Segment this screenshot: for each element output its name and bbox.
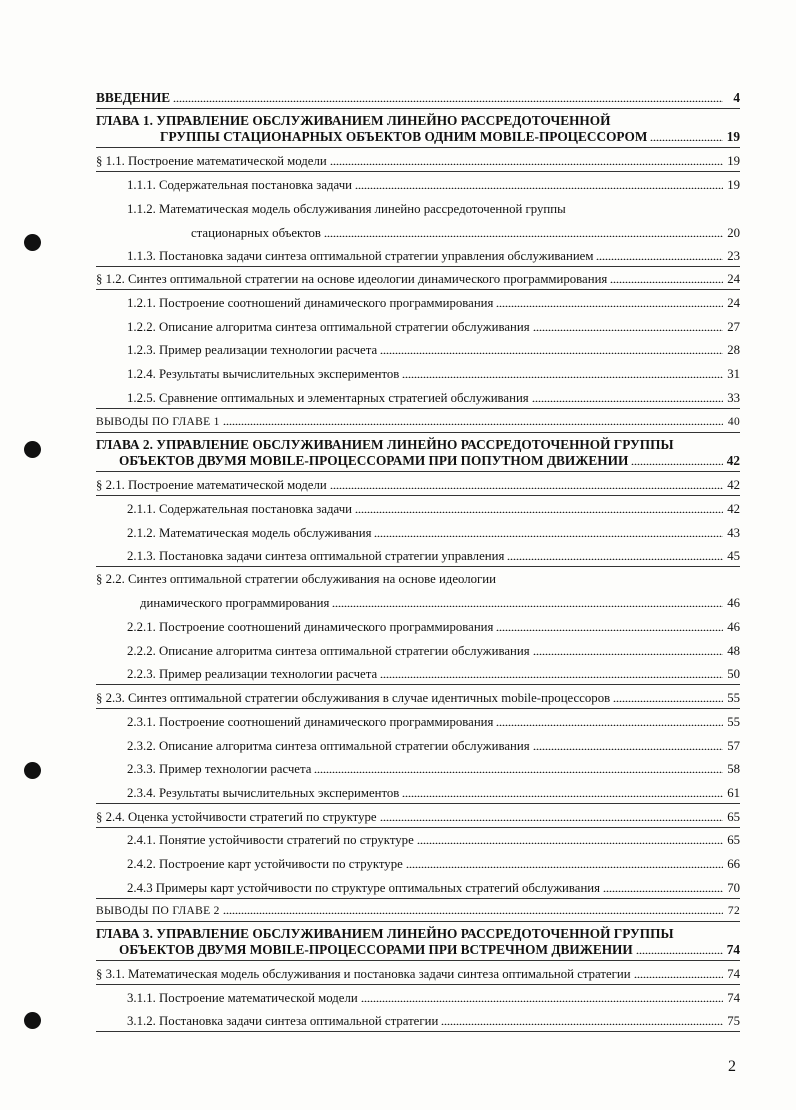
toc-entry-title: 2.2.2. Описание алгоритма синтеза оптимальной стратегии обслуживания <box>127 644 530 658</box>
toc-entry-conc1 <box>96 414 740 430</box>
toc-entry-title: 2.3.1. Построение соотношений динамического программирования <box>127 715 494 729</box>
separator-rule <box>96 566 740 567</box>
toc-entry-title: 1.2.5. Сравнение оптимальных и элементарных стратегией обслуживания <box>127 391 529 405</box>
toc-entry-title: ГЛАВА 1. УПРАВЛЕНИЕ ОБСЛУЖИВАНИЕМ ЛИНЕЙНО РАССРЕДОТОЧЕННОЙ <box>96 113 611 128</box>
toc-page-number: 42 <box>726 453 740 468</box>
toc-entry-title: 1.1.1. Содержательная постановка задачи <box>127 178 353 192</box>
dot-leader <box>324 227 723 237</box>
toc-page-number: 58 <box>727 762 740 776</box>
dot-leader <box>603 882 723 892</box>
toc-entry-title: § 1.2. Синтез оптимальной стратегии на основе идеологии динамического программирования <box>96 272 608 286</box>
separator-rule <box>96 171 740 172</box>
toc-entry-s231 <box>96 714 740 730</box>
toc-page-number: 50 <box>727 667 740 681</box>
toc-entry-title-continued: стационарных объектов <box>191 226 321 240</box>
toc-entry-title: 1.2.4. Результаты вычислительных экспериментов <box>127 367 400 381</box>
toc-entry-s211 <box>96 501 740 517</box>
toc-page-number: 23 <box>727 249 740 263</box>
toc-entry-s124 <box>96 366 740 382</box>
toc-entry-s233 <box>96 761 740 777</box>
toc-entry-s23 <box>96 690 740 706</box>
toc-page-number: 28 <box>727 343 740 357</box>
dot-leader <box>441 1015 723 1025</box>
dot-leader <box>380 811 723 821</box>
toc-entry-s111 <box>96 177 740 193</box>
toc-page-number: 74 <box>726 942 740 957</box>
toc-entry-title: 1.2.3. Пример реализации технологии расчета <box>127 343 378 357</box>
punch-hole-mark <box>24 234 41 251</box>
toc-entry-title: 3.1.2. Постановка задачи синтеза оптимальной стратегии <box>127 1014 439 1028</box>
dot-leader <box>374 527 723 537</box>
dot-leader <box>314 763 723 773</box>
toc-entry-s221 <box>96 619 740 635</box>
toc-entry-title: 2.1.2. Математическая модель обслуживания <box>127 526 372 540</box>
dot-leader <box>634 968 723 978</box>
toc-entry-title: 2.1.1. Содержательная постановка задачи <box>127 502 353 516</box>
separator-rule <box>96 921 740 922</box>
dot-leader <box>355 503 723 513</box>
toc-entry-title: § 2.1. Построение математической модели <box>96 478 327 492</box>
toc-page-number: 65 <box>727 833 740 847</box>
toc-entry-s125 <box>96 390 740 406</box>
toc-entry-s122 <box>96 319 740 335</box>
dot-leader <box>417 834 723 844</box>
separator-rule <box>96 408 740 409</box>
toc-entry-s12 <box>96 271 740 287</box>
dot-leader <box>223 904 723 914</box>
toc-entry-s213 <box>96 548 740 564</box>
separator-rule <box>96 289 740 290</box>
punch-hole-mark <box>24 762 41 779</box>
toc-entry-title: § 2.3. Синтез оптимальной стратегии обслуживания в случае идентичных mobile-процессоров <box>96 691 611 705</box>
toc-page-number: 45 <box>727 549 740 563</box>
toc-entry-s312 <box>96 1013 740 1029</box>
toc-entry-s241 <box>96 832 740 848</box>
toc-entry-title: 2.4.2. Построение карт устойчивости по структуре <box>127 857 403 871</box>
toc-entry-s21 <box>96 477 740 493</box>
toc-page-number: 75 <box>727 1014 740 1028</box>
toc-page-number: 66 <box>727 857 740 871</box>
toc-page-number: 55 <box>727 715 740 729</box>
dot-leader <box>650 131 723 141</box>
toc-page-number: 46 <box>727 620 740 634</box>
toc-entry-s223 <box>96 666 740 682</box>
punch-hole-mark <box>24 1012 41 1029</box>
toc-entry-title: 3.1.1. Построение математической модели <box>127 991 358 1005</box>
dot-leader <box>223 415 723 425</box>
toc-entry-s311 <box>96 990 740 1006</box>
toc-entry-title: ВЫВОДЫ ПО ГЛАВЕ 2 <box>96 905 220 917</box>
separator-rule <box>96 471 740 472</box>
dot-leader <box>636 944 723 954</box>
toc-page-number: 65 <box>727 810 740 824</box>
dot-leader <box>610 273 723 283</box>
toc-entry-title: 2.2.1. Построение соотношений динамического программирования <box>127 620 494 634</box>
toc-page-number: 61 <box>727 786 740 800</box>
dot-leader <box>380 668 723 678</box>
toc-entry-title: § 2.4. Оценка устойчивости стратегий по структуре <box>96 810 377 824</box>
toc-entry-title: § 1.1. Построение математической модели <box>96 154 327 168</box>
toc-entry-title: 2.4.1. Понятие устойчивости стратегий по структуре <box>127 833 414 847</box>
toc-entry-title: ВВЕДЕНИЕ <box>96 90 171 105</box>
toc-entry-title: ВЫВОДЫ ПО ГЛАВЕ 1 <box>96 416 220 428</box>
dot-leader <box>361 992 723 1002</box>
toc-entry-s113 <box>96 248 740 264</box>
toc-entry-title: 1.2.1. Построение соотношений динамического программирования <box>127 296 494 310</box>
toc-entry-s222 <box>96 643 740 659</box>
toc-entry-s112 <box>96 201 740 241</box>
toc-page-number: 19 <box>727 178 740 192</box>
separator-rule <box>96 960 740 961</box>
separator-rule <box>96 147 740 148</box>
dot-leader <box>507 550 723 560</box>
toc-entry-ch2 <box>96 437 740 469</box>
toc-entry-s31 <box>96 966 740 982</box>
toc-entry-title: 2.3.3. Пример технологии расчета <box>127 762 312 776</box>
dot-leader <box>532 392 723 402</box>
toc-entry-title-continued: динамического программирования <box>140 596 330 610</box>
toc-entry-title: 2.1.3. Постановка задачи синтеза оптимальной стратегии управления <box>127 549 505 563</box>
toc-entry-s121 <box>96 295 740 311</box>
toc-entry-title-continued: ОБЪЕКТОВ ДВУМЯ MOBILE-ПРОЦЕССОРАМИ ПРИ ВСТРЕЧНОМ ДВИЖЕНИИ <box>119 942 633 957</box>
toc-entry-s22 <box>96 571 740 611</box>
dot-leader <box>330 155 723 165</box>
toc-page-number: 40 <box>727 416 740 428</box>
separator-rule <box>96 684 740 685</box>
toc-page-number: 74 <box>727 991 740 1005</box>
toc-page-number: 4 <box>733 90 740 105</box>
dot-leader <box>173 92 723 102</box>
toc-entry-s242 <box>96 856 740 872</box>
dot-leader <box>596 250 723 260</box>
punch-hole-mark <box>24 441 41 458</box>
dot-leader <box>631 455 723 465</box>
toc-page-number: 33 <box>727 391 740 405</box>
dot-leader <box>330 479 723 489</box>
separator-rule <box>96 708 740 709</box>
separator-rule <box>96 984 740 985</box>
toc-page-number: 24 <box>727 296 740 310</box>
dot-leader <box>332 597 723 607</box>
toc-entry-title: ГЛАВА 2. УПРАВЛЕНИЕ ОБСЛУЖИВАНИЕМ ЛИНЕЙНО РАССРЕДОТОЧЕННОЙ ГРУППЫ <box>96 437 674 452</box>
toc-entry-s212 <box>96 525 740 541</box>
toc-page-number: 74 <box>727 967 740 981</box>
toc-entry-s232 <box>96 738 740 754</box>
separator-rule <box>96 266 740 267</box>
separator-rule <box>96 898 740 899</box>
separator-rule <box>96 432 740 433</box>
toc-page-number: 46 <box>727 596 740 610</box>
toc-entry-title: 1.1.3. Постановка задачи синтеза оптимальной стратегии управления обслуживанием <box>127 249 594 263</box>
toc-entry-s123 <box>96 342 740 358</box>
toc-entry-title-continued: ОБЪЕКТОВ ДВУМЯ MOBILE-ПРОЦЕССОРАМИ ПРИ ПОПУТНОМ ДВИЖЕНИИ <box>119 453 629 468</box>
dot-leader <box>533 321 723 331</box>
dot-leader <box>613 692 723 702</box>
toc-entry-title: 2.3.2. Описание алгоритма синтеза оптимальной стратегии обслуживания <box>127 739 530 753</box>
separator-rule <box>96 495 740 496</box>
toc-page-number: 42 <box>727 478 740 492</box>
separator-rule <box>96 108 740 109</box>
toc-entry-title: ГЛАВА 3. УПРАВЛЕНИЕ ОБСЛУЖИВАНИЕМ ЛИНЕЙНО РАССРЕДОТОЧЕННОЙ ГРУППЫ <box>96 926 674 941</box>
toc-entry-title: 1.2.2. Описание алгоритма синтеза оптимальной стратегии обслуживания <box>127 320 530 334</box>
toc-entry-title: 2.3.4. Результаты вычислительных экспериментов <box>127 786 400 800</box>
dot-leader <box>402 787 723 797</box>
toc-entry-s24 <box>96 809 740 825</box>
toc-entry-title-continued: ГРУППЫ СТАЦИОНАРНЫХ ОБЪЕКТОВ ОДНИМ MOBILE-ПРОЦЕССОРОМ <box>160 129 648 144</box>
dot-leader <box>355 179 723 189</box>
dot-leader <box>496 716 723 726</box>
toc-entry-ch3 <box>96 926 740 958</box>
toc-page-number: 19 <box>727 154 740 168</box>
page-number: 2 <box>728 1058 736 1075</box>
toc-entry-title: § 2.2. Синтез оптимальной стратегии обслуживания на основе идеологии <box>96 572 496 586</box>
toc-page-number: 72 <box>727 905 740 917</box>
toc-page-number: 24 <box>727 272 740 286</box>
toc-page-number: 27 <box>727 320 740 334</box>
toc-entry-ch1 <box>96 113 740 145</box>
toc-page-number: 57 <box>727 739 740 753</box>
toc-entry-title: 2.2.3. Пример реализации технологии расчета <box>127 667 378 681</box>
dot-leader <box>402 368 723 378</box>
dot-leader <box>533 645 723 655</box>
toc-entry-conc2 <box>96 903 740 919</box>
separator-rule <box>96 1031 740 1032</box>
dot-leader <box>406 858 723 868</box>
toc-entry-intro <box>96 90 740 106</box>
toc-page-number: 20 <box>727 226 740 240</box>
dot-leader <box>380 344 723 354</box>
toc-page-number: 43 <box>727 526 740 540</box>
toc-page-number: 31 <box>727 367 740 381</box>
toc-entry-s11 <box>96 153 740 169</box>
separator-rule <box>96 803 740 804</box>
toc-page-number: 42 <box>727 502 740 516</box>
toc-entry-title: § 3.1. Математическая модель обслуживания и постановка задачи синтеза оптимальной стратегии <box>96 967 631 981</box>
toc-entry-title: 2.4.3 Примеры карт устойчивости по структуре оптимальных стратегий обслуживания <box>127 881 601 895</box>
dot-leader <box>496 297 723 307</box>
dot-leader <box>496 621 723 631</box>
separator-rule <box>96 827 740 828</box>
toc-entry-s234 <box>96 785 740 801</box>
toc-entry-title: 1.1.2. Математическая модель обслуживания линейно рассредоточенной группы <box>127 202 566 216</box>
dot-leader <box>533 740 723 750</box>
toc-page-number: 55 <box>727 691 740 705</box>
toc-page-number: 19 <box>726 129 740 144</box>
toc-page-number: 70 <box>727 881 740 895</box>
toc-entry-s243 <box>96 880 740 896</box>
toc-page-number: 48 <box>727 644 740 658</box>
